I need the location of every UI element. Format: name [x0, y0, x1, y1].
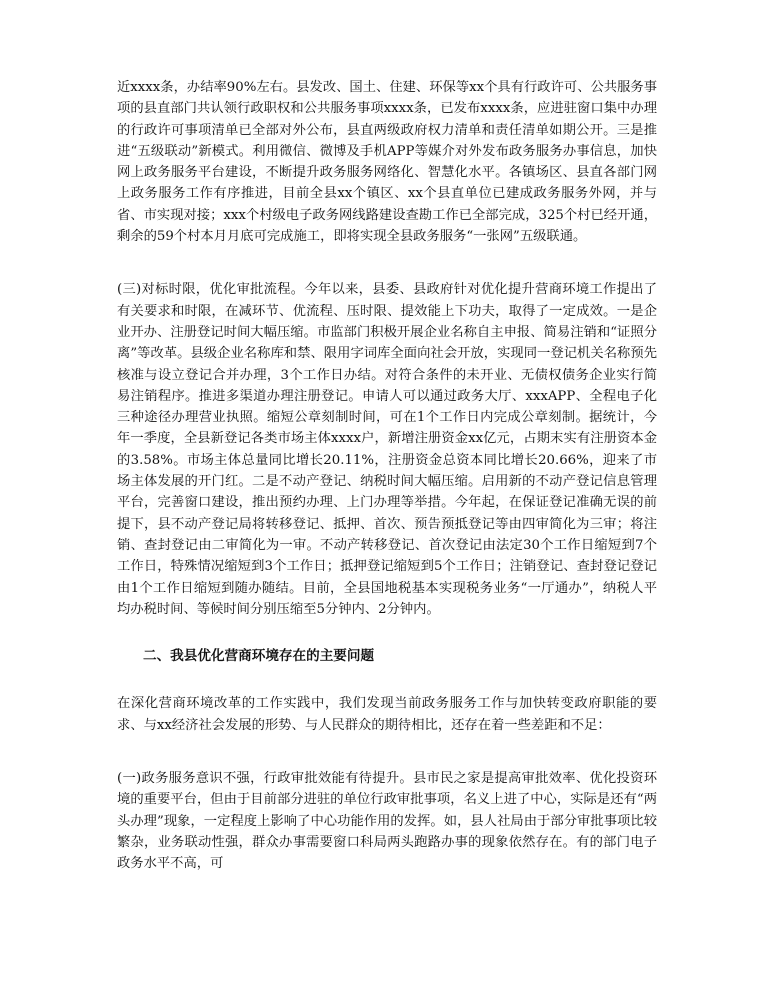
paragraph-admin-reform: 近xxxx条，办结率90%左右。县发改、国土、住建、环保等xx个具有行政许可、公共服务事项的县直部门共认领行政职权和公共服务事项xxxx条，已发布xxxx条，应进驻窗口集中办理的行政许可事项清单已全部对外公布，县直两级政府权力清单和责任清单如期公开。三是推进“五级联动”新模式。利用微信、微博及手机APP等媒介对外发布政务服务办事信息，加快网上政务服务平台建设，不断提升政务服务网络化、智慧化水平。各镇场区、县直各部门网上政务服务工作有序推进，目前全县xx个镇区、xx个县直单位已建成政务服务外网，并与省、市实现对接；xxx个村级电子政务网线路建设查勘工作已全部完成，325个村已经开通，剩余的59个村本月月底可完成施工，即将实现全县政务服务“一张网”五级联通。 [117, 80, 657, 245]
paragraph-service-awareness: (一)政务服务意识不强，行政审批效能有待提升。县市民之家是提高审批效率、优化投资环境的重要平台，但由于目前部分进驻的单位行政审批事项，名义上进了中心，实际是还有“两头办理”现象，一定程度上影响了中心功能作用的发挥。如，县人社局由于部分审批事项比较繁杂，业务联动性强，群众办事需要窗口科局两头跑路办事的现象依然存在。有的部门电子政务水平不高，可 [117, 771, 657, 872]
paragraph-spacer [117, 247, 657, 279]
paragraph-spacer [117, 667, 657, 693]
paragraph-spacer [117, 736, 657, 768]
document-page [117, 77, 657, 875]
paragraph-spacer [117, 620, 657, 646]
section-heading: 二、我县优化营商环境存在的主要问题 [143, 648, 375, 665]
paragraph-approval-process: (三)对标时限，优化审批流程。今年以来，县委、县政府针对优化提升营商环境工作提出了有关要求和时限，在减环节、优流程、压时限、提效能上下功夫，取得了一定成效。一是企业开办、注册登记时间大幅压缩。市监部门积极开展企业名称自主申报、简易注销和“证照分离”等改革。县级企业名称库和禁、限用字词库全面向社会开放，实现同一登记机关名称预先核准与设立登记合并办理，3个工作日办结。对符合条件的未开业、无债权债务企业实行简易注销程序。推进多渠道办理注册登记。申请人可以通过政务大厅、xxxAPP、全程电子化三种途径办理营业执照。缩短公章刻制时间，可在1个工作日内完成公章刻制。据统计，今年一季度，全县新登记各类市场主体xxxx户，新增注册资金xx亿元，占期末实有注册资本金的3.58%。市场主体总量同比增长20.11%，注册资金总资本同比增长20.66%，迎来了市场主体发展的开门红。二是不动产登记、纳税时间大幅压缩。启用新的不动产登记信息管理平台，完善窗口建设，推出预约办理、上门办理等举措。今年起，在保证登记准确无误的前提下，县不动产登记局将转移登记、抵押、首次、预告预抵登记等由四审简化为三审；将注销、查封登记由二审简化为一审。不动产转移登记、首次登记由法定30个工作日缩短到7个工作日，特殊情况缩短到3个工作日；抵押登记缩短到5个工作日；注销登记、查封登记登记由1个工作日缩短到随办随结。目前，全县国地税基本实现税务业务“一厅通办”，纳税人平均办税时间、等候时间分别压缩至5分钟内、2分钟内。 [117, 282, 657, 617]
paragraph-problems-intro: 在深化营商环境改革的工作实践中，我们发现当前政务服务工作与加快转变政府职能的要求、与xx经济社会发展的形势、与人民群众的期待相比，还存在着一些差距和不足： [117, 696, 657, 733]
